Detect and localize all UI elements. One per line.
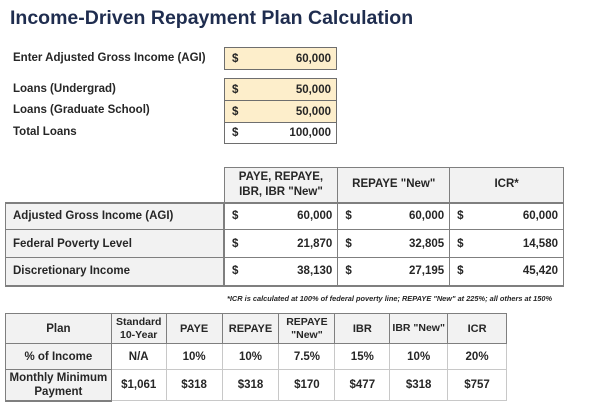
agi-label: Enter Adjusted Gross Income (AGI) <box>13 52 206 64</box>
cell-value <box>450 258 564 286</box>
col-header-repaye-new: REPAYE "New" <box>338 168 450 203</box>
table-row <box>6 258 564 286</box>
currency-symbol: $ <box>457 210 464 223</box>
currency-symbol: $ <box>345 237 352 250</box>
page-title: Income-Driven Repayment Plan Calculation <box>10 7 414 29</box>
cell-amount: 38,130 <box>297 265 333 278</box>
cell-value <box>224 203 338 230</box>
cell-value <box>450 230 564 258</box>
row-label-line: Monthly Minimum <box>9 371 108 384</box>
pct-icr: 20% <box>448 344 507 370</box>
loans-grad-label: Loans (Graduate School) <box>13 104 150 116</box>
loans-undergrad-label: Loans (Undergrad) <box>13 83 116 95</box>
table-row <box>6 370 507 401</box>
plan-header-icr: ICR <box>448 314 507 344</box>
currency-symbol: $ <box>232 105 239 118</box>
currency-symbol: $ <box>232 265 239 278</box>
row-label-pct-income: % of Income <box>6 344 112 370</box>
cell-amount: 32,805 <box>408 237 445 250</box>
plan-name-line: "New" <box>291 328 323 341</box>
cell-value <box>224 258 338 286</box>
table-row <box>6 344 507 370</box>
loans-undergrad-input[interactable] <box>224 78 337 101</box>
plan-name-line: 10-Year <box>120 328 158 341</box>
currency-symbol: $ <box>232 127 239 139</box>
plan-header-row <box>6 314 507 344</box>
pct-standard: N/A <box>111 344 166 370</box>
cell-value <box>338 230 450 258</box>
cell-value <box>450 203 564 230</box>
plan-header-paye: PAYE <box>166 314 222 344</box>
plan-header-repaye-new <box>279 314 335 344</box>
row-label-agi: Adjusted Gross Income (AGI) <box>6 203 225 230</box>
income-table <box>5 167 564 287</box>
footnote: *ICR is calculated at 100% of federal poverty line; REPAYE "New" at 225%; all others at 150% <box>227 294 553 303</box>
cell-value <box>338 258 450 286</box>
agi-input[interactable] <box>224 47 337 70</box>
currency-symbol: $ <box>232 210 239 223</box>
pct-ibr: 15% <box>335 344 390 370</box>
row-label-fpl: Federal Poverty Level <box>6 230 225 258</box>
empty-corner <box>6 168 225 203</box>
total-loans-value: 100,000 <box>289 127 331 139</box>
plan-name-line: Standard <box>115 315 162 328</box>
currency-symbol: $ <box>232 237 239 250</box>
row-label-monthly-payment <box>6 370 112 401</box>
payment-repaye-new: $170 <box>279 370 335 401</box>
pct-paye: 10% <box>166 344 222 370</box>
cell-amount: 60,000 <box>297 210 333 223</box>
payment-icr: $757 <box>448 370 507 401</box>
currency-symbol: $ <box>345 210 352 223</box>
plan-header-standard <box>111 314 166 344</box>
plan-header-ibr: IBR <box>335 314 390 344</box>
col-header-icr: ICR* <box>450 168 564 203</box>
plan-header-ibr-new: IBR "New" <box>390 314 448 344</box>
loans-undergrad-value: 50,000 <box>295 83 331 96</box>
cell-amount: 21,870 <box>297 237 333 250</box>
cell-amount: 27,195 <box>408 265 445 278</box>
table-row <box>6 230 564 258</box>
cell-amount: 60,000 <box>408 210 445 223</box>
payment-ibr: $477 <box>335 370 390 401</box>
table-row <box>6 203 564 230</box>
row-label-line: Payment <box>34 385 83 398</box>
payment-ibr-new: $318 <box>390 370 448 401</box>
col-header-paye-group <box>224 168 338 203</box>
cell-value <box>224 230 338 258</box>
pct-repaye: 10% <box>222 344 279 370</box>
currency-symbol: $ <box>457 237 464 250</box>
cell-value <box>338 203 450 230</box>
plan-header-repaye: REPAYE <box>222 314 279 344</box>
col-header-line: PAYE, REPAYE, <box>238 170 324 183</box>
plan-header-label: Plan <box>6 314 112 344</box>
currency-symbol: $ <box>345 265 352 278</box>
currency-symbol: $ <box>232 52 239 65</box>
agi-value: 60,000 <box>295 52 331 65</box>
currency-symbol: $ <box>457 265 464 278</box>
col-header-line: IBR, IBR "New" <box>239 185 323 198</box>
total-loans-label: Total Loans <box>13 126 77 138</box>
payment-standard: $1,061 <box>111 370 166 401</box>
plan-table <box>5 313 507 402</box>
loans-grad-input[interactable] <box>224 100 337 123</box>
total-loans-cell <box>224 122 337 144</box>
pct-ibr-new: 10% <box>390 344 448 370</box>
loans-grad-value: 50,000 <box>295 105 331 118</box>
cell-amount: 60,000 <box>522 210 558 223</box>
currency-symbol: $ <box>232 83 239 96</box>
cell-amount: 14,580 <box>522 237 558 250</box>
payment-paye: $318 <box>166 370 222 401</box>
row-label-discretionary: Discretionary Income <box>6 258 225 286</box>
cell-amount: 45,420 <box>522 265 558 278</box>
pct-repaye-new: 7.5% <box>279 344 335 370</box>
plan-name-line: REPAYE <box>286 315 328 328</box>
payment-repaye: $318 <box>222 370 279 401</box>
